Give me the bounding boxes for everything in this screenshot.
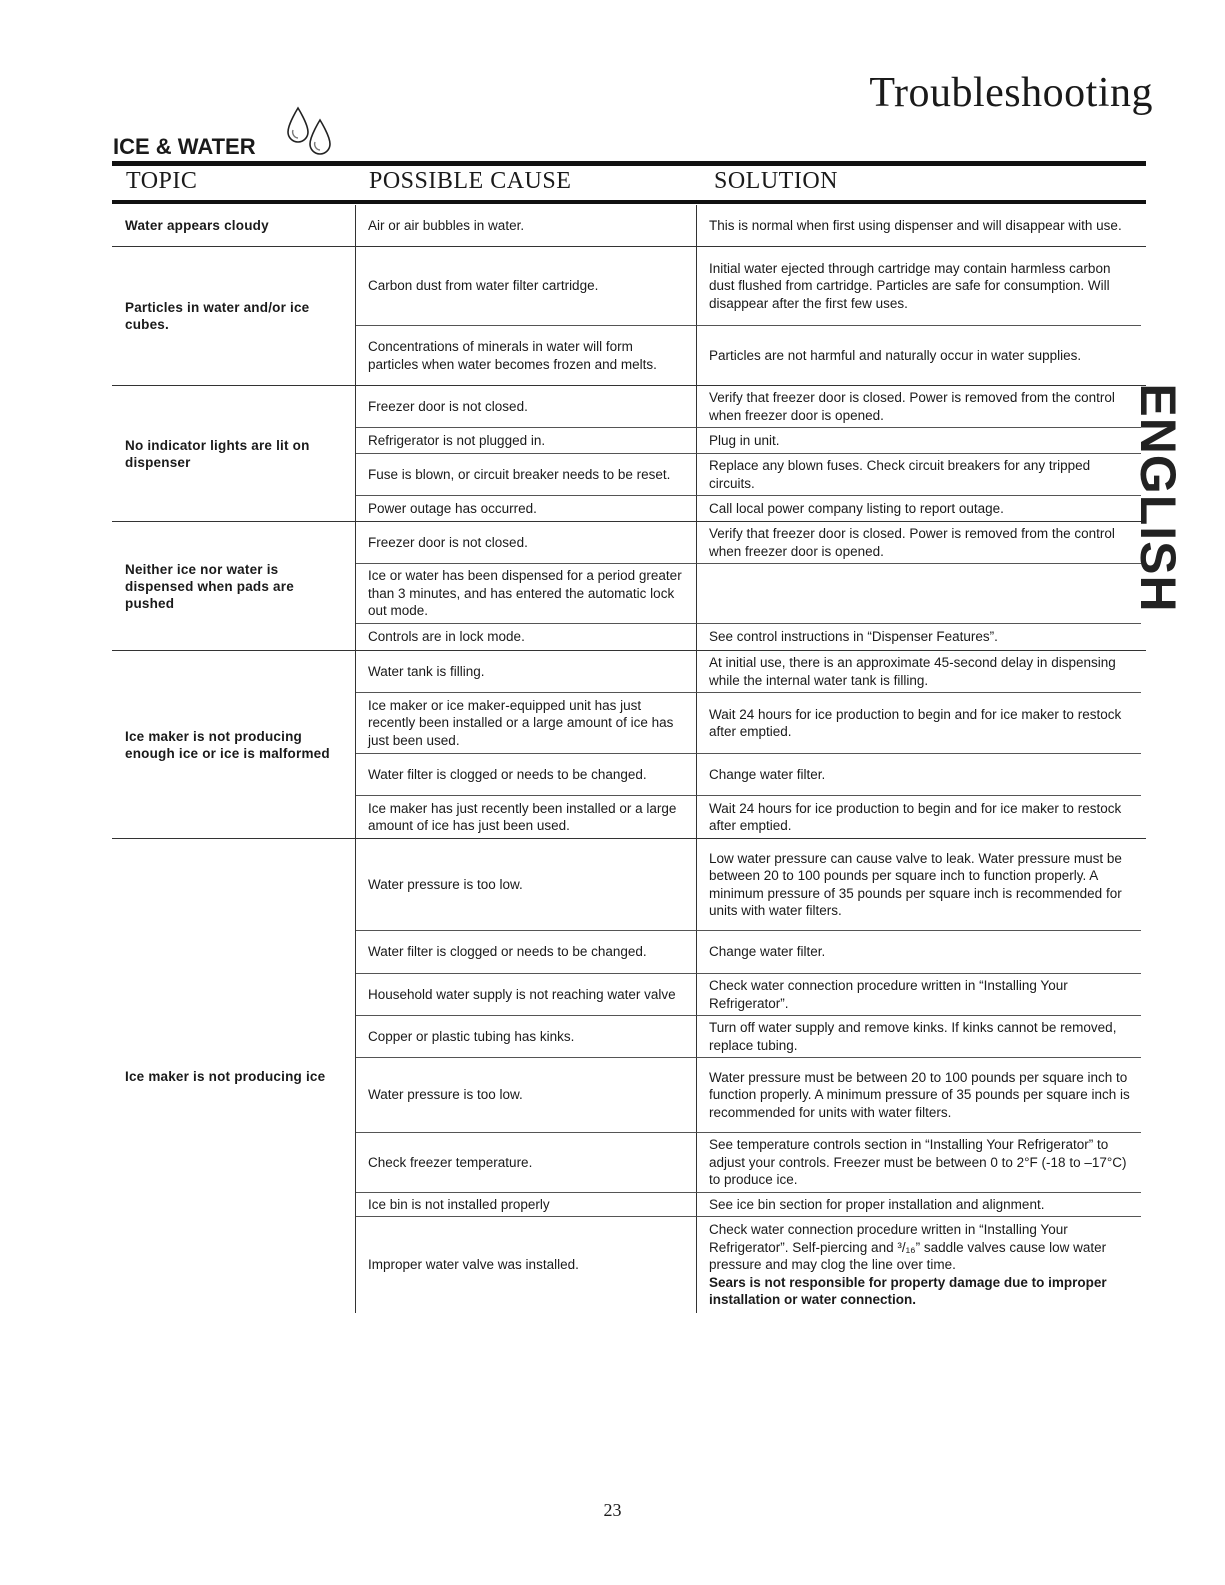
solution-text: Replace any blown fuses. Check circuit breakers for any tripped circuits.: [709, 458, 1091, 491]
solution-cell: [696, 428, 1141, 454]
solution-text: Check water connection procedure written in “Installing Your Refrigerator”.: [709, 978, 1068, 1011]
solution-cell: [696, 1193, 1141, 1217]
topic-label: Water appears cloudy: [125, 218, 269, 233]
solution-text: Change water filter.: [709, 944, 826, 960]
liability-note: Sears is not responsible for property damage due to improper installation or water connection.: [709, 1274, 1107, 1308]
column-header-topic: TOPIC: [126, 168, 198, 194]
solution-cell: [696, 205, 1141, 246]
solution-cell: [696, 931, 1141, 974]
page-title: Troubleshooting: [869, 70, 1153, 116]
solution-cell: [696, 796, 1141, 838]
possible-cause-cell: Household water supply is not reaching water valve: [356, 974, 696, 1016]
possible-cause-cell: Water pressure is too low.: [356, 839, 696, 931]
solution-cell: [696, 1217, 1141, 1313]
topic-label: No indicator lights are lit on dispenser: [125, 437, 310, 470]
solution-text: Change water filter.: [709, 766, 826, 782]
solution-cell: [696, 386, 1141, 428]
solution-text: This is normal when first using dispenser and will disappear with use.: [709, 217, 1122, 233]
solution-text: Verify that freezer door is closed. Power is removed from the control when freezer door is opened.: [709, 390, 1115, 423]
solution-text: At initial use, there is an approximate 45-second delay in dispensing while the internal water tank is filling.: [709, 655, 1116, 688]
solution-text: Wait 24 hours for ice production to begin and for ice maker to restock after emptied.: [709, 706, 1122, 739]
side-tab-label: ENGLISH: [1130, 383, 1186, 613]
solution-cell: [696, 326, 1141, 385]
possible-cause-cell: Water filter is clogged or needs to be changed.: [356, 754, 696, 796]
possible-cause-cell: Water filter is clogged or needs to be changed.: [356, 931, 696, 974]
possible-cause-cell: Refrigerator is not plugged in.: [356, 428, 696, 454]
solution-text: Initial water ejected through cartridge may contain harmless carbon dust flushed from cartridge. Particles are safe for consumption. Will disappear after the first few uses.: [709, 260, 1111, 311]
solution-cell: [696, 247, 1141, 326]
solution-text: Wait 24 hours for ice production to begin and for ice maker to restock after emptied.: [709, 800, 1122, 833]
possible-cause-cell: Copper or plastic tubing has kinks.: [356, 1016, 696, 1058]
cause-solution-rows: [355, 205, 1140, 246]
water-drops-icon: [280, 100, 350, 160]
possible-cause-cell: Water pressure is too low.: [356, 1058, 696, 1133]
possible-cause-cell: Improper water valve was installed.: [368, 1257, 579, 1273]
possible-cause-cell: Air or air bubbles in water.: [368, 217, 525, 233]
solution-text: Particles are not harmful and naturally occur in water supplies.: [709, 347, 1082, 363]
solution-cell: [696, 454, 1141, 496]
cause-solution-rows: [355, 522, 1140, 650]
possible-cause-cell: Freezer door is not closed.: [356, 386, 696, 428]
solution-text: Water pressure must be between 20 to 100 pounds per square inch to function properly. A minimum pressure of 35 pounds per square inch is recommended for units with water filters.: [709, 1069, 1130, 1120]
possible-cause-cell: Carbon dust from water filter cartridge.: [356, 247, 696, 326]
possible-cause-cell: Fuse is blown, or circuit breaker needs to be reset.: [356, 454, 696, 496]
topic-label: Neither ice nor water is dispensed when pads are pushed: [125, 561, 294, 611]
solution-cell: [696, 564, 1141, 624]
possible-cause-cell: Controls are in lock mode.: [368, 629, 525, 645]
troubleshooting-table: [112, 205, 1146, 1313]
solution-cell: [696, 522, 1141, 564]
solution-cell: [696, 1058, 1141, 1133]
possible-cause-cell: Concentrations of minerals in water will form particles when water becomes frozen and melts.: [368, 339, 657, 372]
cause-solution-rows: [355, 386, 1140, 521]
possible-cause-cell: Ice or water has been dispensed for a period greater than 3 minutes, and has entered the automatic lock out mode.: [356, 564, 696, 624]
topic-group: [112, 205, 1146, 247]
cause-solution-rows: [355, 651, 1140, 838]
topic-group: [112, 651, 1146, 839]
topic-group: [112, 839, 1146, 1313]
solution-text: See ice bin section for proper installation and alignment.: [709, 1196, 1045, 1212]
topic-group: [112, 522, 1146, 651]
solution-cell: [696, 624, 1141, 650]
solution-text: Verify that freezer door is closed. Power is removed from the control when freezer door is opened.: [709, 526, 1115, 559]
column-header-solution: SOLUTION: [714, 168, 838, 194]
solution-text: See control instructions in “Dispenser Features”.: [709, 629, 998, 645]
topic-group: [112, 247, 1146, 386]
possible-cause-cell: Ice maker has just recently been installed or a large amount of ice has just been used.: [368, 800, 677, 833]
cause-solution-rows: [355, 247, 1140, 385]
possible-cause-cell: Ice maker or ice maker-equipped unit has just recently been installed or a large amount of ice has just been used.: [356, 693, 696, 754]
solution-cell: [696, 839, 1141, 931]
topic-group: [112, 386, 1146, 522]
solution-cell: [696, 496, 1141, 521]
solution-text: See temperature controls section in “Installing Your Refrigerator” to adjust your controls. Freezer must be between 0 to 2°F (-18 to –17°C) to produce ice.: [709, 1137, 1127, 1188]
solution-cell: [696, 693, 1141, 754]
cause-solution-rows: [355, 839, 1140, 1313]
solution-text: Turn off water supply and remove kinks. If kinks cannot be removed, replace tubing.: [709, 1020, 1117, 1053]
possible-cause-cell: Freezer door is not closed.: [356, 522, 696, 564]
topic-label: Ice maker is not producing enough ice or ice is malformed: [125, 728, 330, 761]
solution-text: Low water pressure can cause valve to leak. Water pressure must be between 20 to 100 pounds per square inch to function properly. A minimum pressure of 35 pounds per square inch is recommended for units with water filters.: [709, 850, 1122, 918]
solution-text: Call local power company listing to report outage.: [709, 500, 1004, 516]
solution-text: Plug in unit.: [709, 432, 780, 448]
header-rule: [112, 161, 1146, 166]
solution-cell: [696, 974, 1141, 1016]
topic-label: Ice maker is not producing ice: [125, 1068, 326, 1084]
possible-cause-cell: Power outage has occurred.: [368, 500, 537, 516]
solution-cell: [696, 754, 1141, 796]
solution-cell: [696, 1016, 1141, 1058]
topic-label: Particles in water and/or ice cubes.: [125, 300, 310, 332]
solution-text: Check water connection procedure written in “Installing Your Refrigerator”. Self-piercing and ³/₁₆” saddle valves cause low water pressure and may clog the line over time.: [709, 1222, 1107, 1273]
possible-cause-cell: Water tank is filling.: [356, 651, 696, 693]
solution-cell: [696, 651, 1141, 693]
solution-cell: [696, 1133, 1141, 1193]
possible-cause-cell: Ice bin is not installed properly: [356, 1193, 696, 1217]
page-number: 23: [603, 1500, 622, 1520]
possible-cause-cell: Check freezer temperature.: [356, 1133, 696, 1193]
section-label: ICE & WATER: [113, 134, 256, 159]
header-bottom-rule: [112, 200, 1146, 204]
column-header-possible-cause: POSSIBLE CAUSE: [369, 168, 572, 194]
